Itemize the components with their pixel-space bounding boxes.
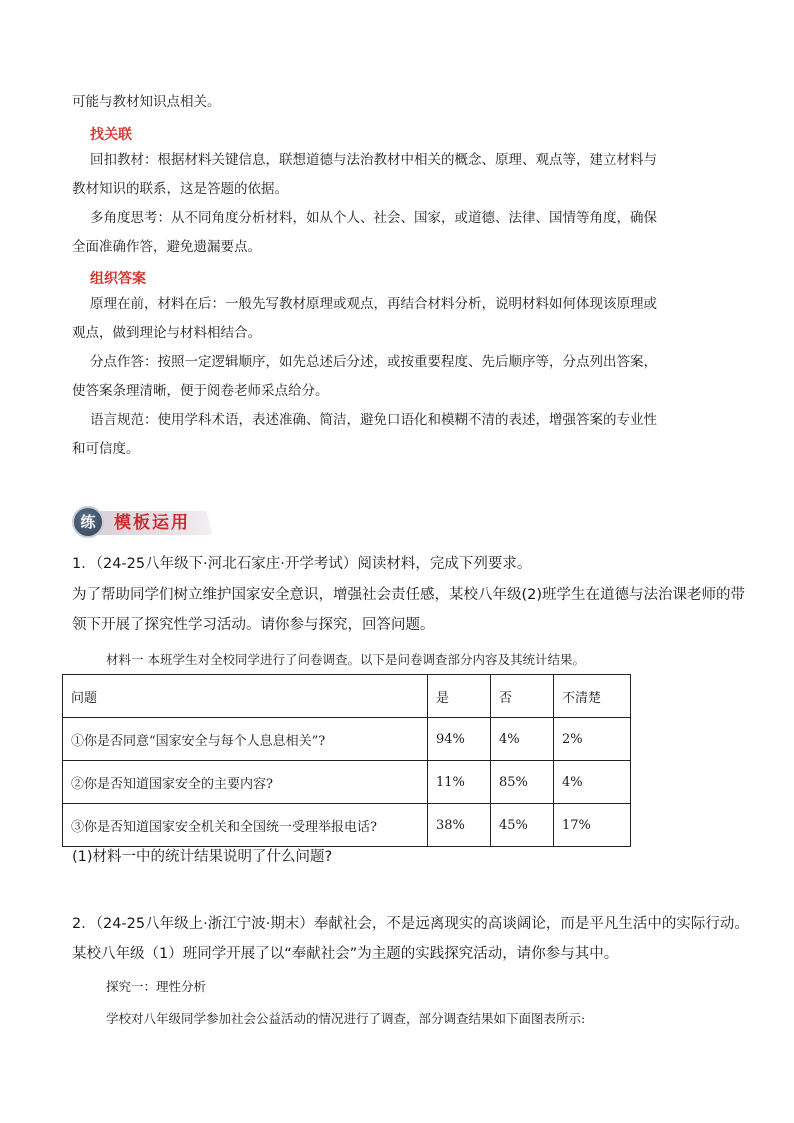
find-link-line-1: 回扣教材：根据材料关键信息，联想道德与法治教材中相关的概念、原理、观点等，建立材料与: [90, 152, 657, 168]
row-unsure: 4%: [554, 761, 631, 804]
find-link-line-3: 多角度思考：从不同角度分析材料，如从个人、社会、国家，或道德、法律、国情等角度，确保: [90, 210, 657, 226]
row-question: ①你是否同意“国家安全与每个人息息相关”?: [63, 718, 428, 761]
row-yes: 38%: [428, 804, 491, 847]
question-2-stem: 2．（24-25八年级上·浙江宁波·期末）奉献社会，不是远离现实的高谈阔论，而是平凡生活中的实际行动。: [72, 916, 749, 932]
table-row: [63, 804, 631, 847]
table-row: [63, 718, 631, 761]
row-yes: 94%: [428, 718, 491, 761]
practice-banner: [72, 506, 210, 538]
question-1-paragraph-1: 为了帮助同学们树立维护国家安全意识，增强社会责任感，某校八年级(2)班学生在道德与法治课老师的带: [72, 587, 746, 603]
row-unsure: 2%: [554, 718, 631, 761]
row-yes: 11%: [428, 761, 491, 804]
organize-line-3: 分点作答：按照一定逻辑顺序，如先总述后分述，或按重要程度、先后顺序等，分点列出答案，: [90, 354, 657, 370]
organize-line-2: 观点，做到理论与材料相结合。: [72, 325, 261, 341]
find-link-line-4: 全面准确作答，避免遗漏要点。: [72, 239, 261, 255]
banner-title: 模板运用: [114, 513, 190, 533]
header-unsure: 不清楚: [554, 675, 631, 718]
organize-line-6: 和可信度。: [72, 441, 140, 457]
row-no: 45%: [491, 804, 554, 847]
find-link-heading: 找关联: [90, 127, 132, 143]
question-1-paragraph-2: 领下开展了探究性学习活动。请你参与探究，回答问题。: [72, 617, 435, 633]
row-unsure: 17%: [554, 804, 631, 847]
table-header-row: [63, 675, 631, 718]
question-2-paragraph: 某校八年级（1）班同学开展了以“奉献社会”为主题的实践探究活动，请你参与其中。: [72, 946, 619, 962]
organize-line-5: 语言规范：使用学科术语，表述准确、简洁，避免口语化和模糊不清的表述，增强答案的专业性: [90, 412, 657, 428]
organize-line-4: 使答案条理清晰，便于阅卷老师采点给分。: [72, 383, 329, 399]
organize-line-1: 原理在前，材料在后：一般先写教材原理或观点，再结合材料分析，说明材料如何体现该原理或: [90, 296, 657, 312]
survey-table: [62, 674, 631, 847]
explore-text: 学校对八年级同学参加社会公益活动的情况进行了调查，部分调查结果如下面图表所示:: [106, 1011, 586, 1026]
find-link-line-2: 教材知识的联系，这是答题的依据。: [72, 181, 288, 197]
row-no: 4%: [491, 718, 554, 761]
header-question: 问题: [63, 675, 428, 718]
row-no: 85%: [491, 761, 554, 804]
explore-title: 探究一：理性分析: [106, 979, 207, 994]
question-1-stem: 1．（24-25八年级下·河北石家庄·开学考试）阅读材料，完成下列要求。: [72, 556, 532, 572]
material-caption: 材料一 本班学生对全校同学进行了问卷调查。以下是问卷调查部分内容及其统计结果。: [106, 652, 585, 667]
question-1-sub-question: (1)材料一中的统计结果说明了什么问题?: [72, 849, 333, 865]
organize-heading: 组织答案: [90, 271, 146, 287]
row-question: ②你是否知道国家安全的主要内容?: [63, 761, 428, 804]
header-yes: 是: [428, 675, 491, 718]
table-row: [63, 761, 631, 804]
header-no: 否: [491, 675, 554, 718]
practice-badge-icon: 练: [72, 506, 104, 538]
row-question: ③你是否知道国家安全机关和全国统一受理举报电话?: [63, 804, 428, 847]
intro-continuation: 可能与教材知识点相关。: [72, 94, 221, 110]
